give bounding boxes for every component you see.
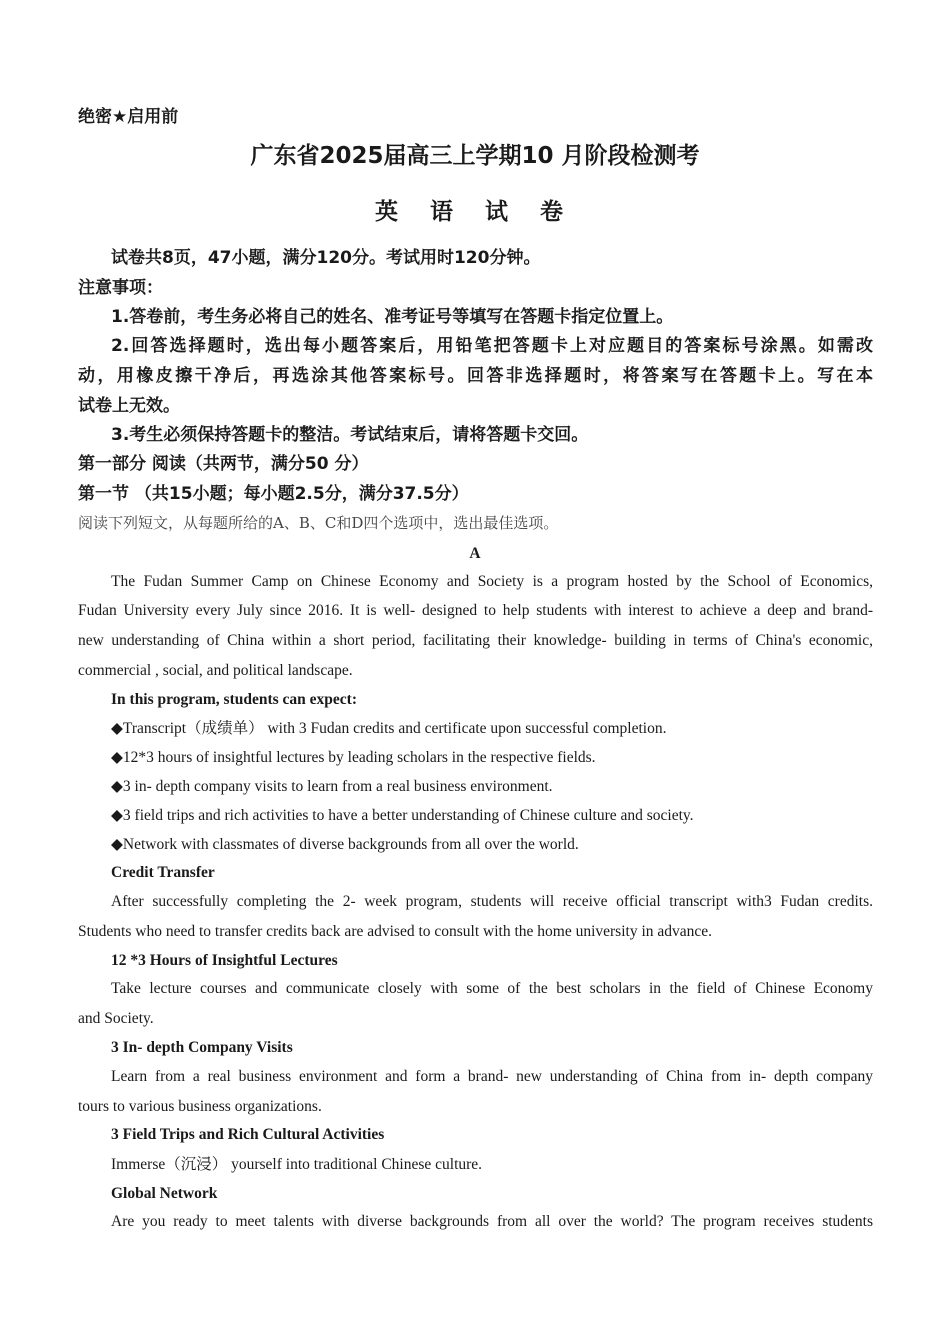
section-instruction: 阅读下列短文，从每题所给的A、B、C和D四个选项中，选出最佳选项。	[78, 514, 559, 532]
passage-label: A	[469, 545, 481, 562]
lectures-line-2: and Society.	[78, 1010, 154, 1027]
visits-line-2: tours to various business organizations.	[78, 1098, 322, 1115]
lectures-line-1: Take lecture courses and communicate closely with some of the best scholars in the field of Chinese Economy	[111, 980, 873, 997]
network-line: Are you ready to meet talents with diverse backgrounds from all over the world? The program receives students	[111, 1213, 873, 1230]
subject-title: 英 语 试 卷	[374, 199, 576, 225]
note-item-1: 1.答卷前，考生务必将自己的姓名、准考证号等填写在答题卡指定位置上。	[111, 307, 674, 327]
intro-line-2: Fudan University every July since 2016. It is well- designed to help students with interest to achieve a deep and brand-	[78, 602, 873, 619]
trips-line: Immerse（沉浸） yourself into traditional Chinese culture.	[111, 1156, 483, 1173]
bullet-item: ◆Transcript（成绩单） with 3 Fudan credits and certificate upon successful completion.	[111, 720, 667, 737]
trips-heading: 3 Field Trips and Rich Cultural Activities	[111, 1126, 385, 1143]
network-heading: Global Network	[111, 1185, 218, 1202]
credit-heading: Credit Transfer	[111, 864, 215, 881]
secret-label: 绝密★启用前	[78, 107, 179, 127]
exam-info: 试卷共8页，47小题，满分120分。考试用时120分钟。	[111, 248, 541, 268]
bullet-item: ◆3 field trips and rich activities to have a better understanding of Chinese culture and society.	[111, 807, 694, 824]
credit-line-2: Students who need to transfer credits back are advised to consult with the home university in advance.	[78, 923, 713, 940]
visits-heading: 3 In- depth Company Visits	[111, 1039, 293, 1056]
note-item-2: 2.回答选择题时，选出每小题答案后，用铅笔把答题卡上对应题目的答案标号涂黑。如需改	[111, 336, 873, 356]
part-heading: 第一部分 阅读（共两节，满分50 分）	[78, 454, 369, 474]
intro-line-3: new understanding of China within a short period, facilitating their knowledge- building in terms of China's economic,	[78, 632, 873, 649]
credit-line-1: After successfully completing the 2- week program, students will receive official transcript with3 Fudan credits.	[111, 893, 873, 910]
visits-line-1: Learn from a real business environment and form a brand- new understanding of China from in- depth company	[111, 1068, 873, 1085]
note-item-3: 3.考生必须保持答题卡的整洁。考试结束后，请将答题卡交回。	[111, 425, 589, 445]
note-item-2-end: 试卷上无效。	[78, 396, 180, 416]
note-item-2-cont: 动，用橡皮擦干净后，再选涂其他答案标号。回答非选择题时，将答案写在答题卡上。写在本	[78, 366, 873, 386]
section-heading: 第一节 （共15小题；每小题2.5分，满分37.5分）	[78, 484, 469, 504]
intro-line-4: commercial , social, and political landscape.	[78, 662, 353, 679]
bullet-item: ◆Network with classmates of diverse backgrounds from all over the world.	[111, 836, 579, 853]
lectures-heading: 12 *3 Hours of Insightful Lectures	[111, 952, 338, 969]
notes-heading: 注意事项：	[78, 278, 163, 298]
exam-title: 广东省2025届高三上学期10 月阶段检测考	[250, 143, 700, 169]
bullet-item: ◆12*3 hours of insightful lectures by leading scholars in the respective fields.	[111, 749, 596, 766]
intro-line-1: The Fudan Summer Camp on Chinese Economy and Society is a program hosted by the School of Economics,	[111, 573, 873, 590]
expect-heading: In this program, students can expect:	[111, 691, 357, 708]
bullet-item: ◆3 in- depth company visits to learn from a real business environment.	[111, 778, 553, 795]
